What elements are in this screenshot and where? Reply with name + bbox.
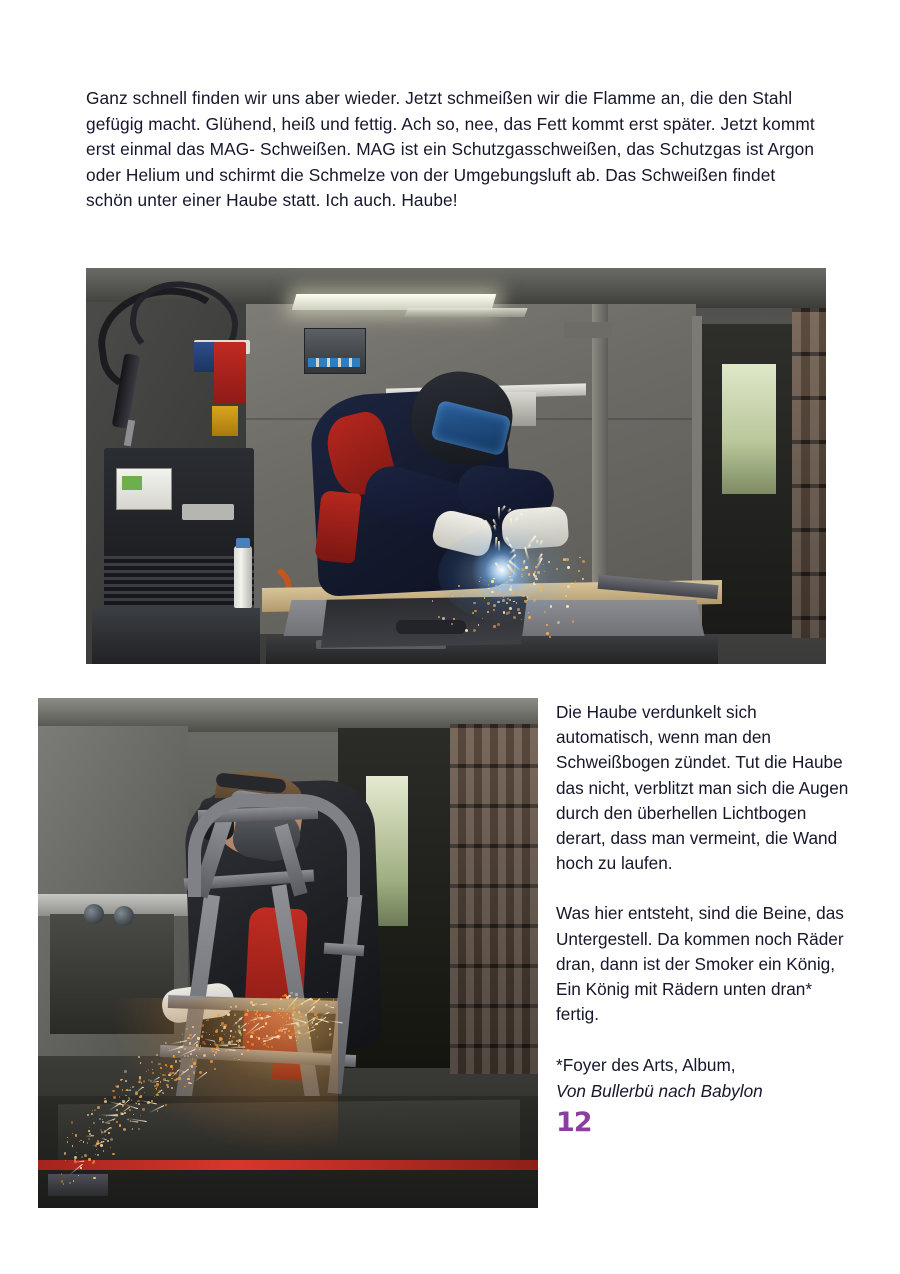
spark — [251, 1043, 253, 1045]
spark — [438, 616, 440, 618]
spark — [247, 1009, 248, 1010]
yellow-electrical-box — [212, 406, 238, 436]
footnote-line-2: Von Bullerbü nach Babylon — [556, 1080, 763, 1101]
spark — [73, 1180, 75, 1182]
spark — [110, 1138, 113, 1141]
storage-shelving — [450, 724, 538, 1074]
spark — [165, 1064, 167, 1066]
spark — [123, 1128, 126, 1131]
spray-can — [234, 546, 252, 608]
spark — [295, 993, 297, 995]
spark — [93, 1160, 96, 1163]
spark — [493, 609, 495, 611]
spark — [528, 616, 530, 618]
spark — [190, 1053, 192, 1055]
spark — [107, 1140, 109, 1142]
spark — [209, 1034, 210, 1035]
spark — [67, 1141, 69, 1143]
bench-knob-group — [84, 904, 154, 926]
paragraph-spacer — [556, 876, 856, 901]
spark — [132, 1128, 134, 1130]
spark — [139, 1076, 142, 1079]
spark — [207, 1019, 208, 1020]
spark — [493, 625, 496, 628]
spark — [254, 1033, 255, 1034]
spark — [178, 1051, 180, 1053]
spark — [191, 1065, 193, 1067]
spark — [518, 612, 521, 615]
spark — [99, 1118, 101, 1120]
spark — [259, 1014, 261, 1016]
spark — [289, 1036, 292, 1039]
spark — [532, 592, 533, 593]
spark — [573, 584, 575, 586]
spark — [182, 1034, 183, 1035]
spark — [517, 608, 520, 611]
spark — [525, 566, 528, 569]
spark — [140, 1062, 142, 1064]
spark — [297, 1036, 299, 1038]
spark — [92, 1162, 94, 1164]
spark — [202, 1041, 205, 1044]
spark — [253, 1021, 255, 1023]
spark — [74, 1156, 77, 1159]
welder-red-side-stripe — [314, 490, 361, 564]
spark — [224, 1034, 225, 1035]
spark — [317, 1013, 318, 1014]
steel-bracket — [564, 322, 612, 338]
daylight-opening — [722, 364, 776, 494]
spark — [243, 1029, 246, 1032]
spark — [507, 598, 509, 600]
spark — [534, 575, 537, 578]
spark — [80, 1140, 81, 1141]
spark — [560, 585, 563, 588]
spark — [493, 578, 495, 580]
top-paragraph-text: Ganz schnell finden wir uns aber wieder. Jetzt schmeißen wir die Flamme an, die den Stahl gefügig macht. Glühend, heiß und fettig. Ach so, nee, das Fett kommt erst später. Jetzt kommt erst einmal das MAG- Schweißen. MAG ist ein Schutzgasschweißen, das Schutzgas ist Argon oder Helium und schirmt die Schmelze von der Umgebungsluft ab. Das Schweißen findet schön unter einer Haube statt. Ich auch. Haube! — [86, 88, 815, 211]
spark — [67, 1137, 68, 1138]
spark — [572, 620, 574, 622]
spark — [250, 1001, 253, 1004]
spark — [273, 1009, 276, 1012]
spark — [180, 1070, 181, 1071]
spark — [129, 1109, 131, 1111]
spark — [88, 1158, 91, 1161]
wall-control-unit — [304, 328, 366, 374]
spark — [138, 1081, 140, 1083]
spark — [188, 1082, 191, 1085]
spark — [200, 1026, 201, 1027]
spark — [432, 600, 433, 601]
spark — [141, 1082, 142, 1083]
spark — [197, 1045, 199, 1047]
spark — [193, 1071, 195, 1073]
spark — [188, 1075, 190, 1077]
spark — [160, 1073, 161, 1074]
spark — [193, 1062, 195, 1064]
spark — [250, 1035, 253, 1038]
spark — [493, 604, 496, 607]
spark — [113, 1096, 116, 1099]
red-floor-stripe — [38, 1160, 538, 1170]
spark — [119, 1096, 120, 1097]
spark — [473, 629, 476, 632]
spark — [117, 1085, 119, 1087]
spark — [230, 1030, 232, 1032]
spark — [537, 571, 540, 574]
spark — [565, 595, 567, 597]
spark — [509, 607, 512, 610]
spark — [156, 1083, 158, 1085]
spark — [280, 998, 281, 999]
spark — [545, 588, 546, 589]
spark — [513, 601, 514, 602]
spark — [506, 602, 508, 604]
spark — [281, 1030, 282, 1031]
spark — [540, 585, 543, 588]
spark — [142, 1108, 144, 1110]
spark — [546, 632, 549, 635]
spark — [167, 1084, 169, 1086]
spark — [309, 1037, 311, 1039]
spark — [255, 1013, 257, 1015]
spark — [533, 582, 536, 585]
spark — [487, 602, 490, 605]
spark — [521, 568, 524, 571]
spark — [138, 1128, 140, 1130]
spark — [247, 1010, 249, 1012]
spark — [169, 1072, 172, 1075]
spark — [95, 1154, 96, 1155]
spark — [256, 1010, 259, 1013]
spark — [81, 1156, 83, 1158]
fluorescent-lamp-secondary — [404, 308, 527, 317]
spark — [442, 617, 445, 620]
spark — [265, 1022, 268, 1025]
welder-mag-welding-photo — [86, 268, 826, 664]
spark — [501, 587, 502, 588]
spark — [87, 1114, 90, 1117]
spark — [286, 1013, 288, 1015]
spark — [148, 1079, 150, 1081]
spark — [491, 591, 494, 594]
spark — [116, 1121, 118, 1123]
spark — [255, 1003, 257, 1005]
spark — [575, 581, 576, 582]
spark — [61, 1180, 64, 1183]
steel-frame-curved-bar — [188, 794, 360, 897]
footnote-line-1: *Foyer des Arts, Album, — [556, 1055, 736, 1076]
spark — [247, 1041, 249, 1043]
top-paragraph — [86, 86, 826, 214]
spark — [305, 1024, 307, 1026]
spark — [110, 1147, 111, 1148]
spark — [278, 1038, 280, 1040]
red-electrical-box — [214, 342, 246, 404]
spark — [87, 1142, 88, 1143]
right-paragraph-1: Die Haube verdunkelt sich automatisch, wenn man den Schweißbogen zündet. Tut die Haube das nicht, verblitzt man sich die Augen durch den überhellen Lichtbogen derart, dass man vermeint, die Wand hoch zu laufen. — [556, 702, 849, 874]
spark — [482, 618, 483, 619]
spark — [503, 611, 506, 614]
spark — [71, 1121, 73, 1123]
spark — [187, 1078, 190, 1081]
spark — [292, 1014, 294, 1016]
spark — [222, 1017, 223, 1018]
spark — [299, 1016, 302, 1019]
spark — [119, 1124, 121, 1126]
bench-knob — [84, 904, 104, 924]
spark — [132, 1086, 134, 1088]
spark — [578, 570, 580, 572]
spark — [192, 1058, 193, 1059]
spark — [298, 1032, 300, 1034]
spark — [112, 1090, 115, 1093]
spark — [557, 621, 560, 624]
spark — [104, 1100, 107, 1103]
welding-machine-logo — [182, 504, 234, 520]
spark — [497, 601, 499, 603]
spark — [232, 1036, 235, 1039]
page-number: 12 — [556, 1106, 592, 1138]
spark — [317, 1036, 319, 1038]
bench-knob — [114, 906, 134, 926]
spark — [314, 1013, 316, 1015]
spark — [568, 585, 569, 586]
spark — [217, 1014, 220, 1017]
control-unit-indicators — [308, 358, 360, 367]
spark — [543, 564, 544, 565]
spark — [160, 1087, 161, 1088]
spark — [333, 999, 334, 1000]
spark — [189, 1065, 191, 1067]
spark — [546, 624, 548, 626]
steel-workpiece-curved — [396, 620, 466, 634]
spark-streak — [497, 507, 499, 520]
spark — [215, 1030, 217, 1032]
spark — [473, 602, 475, 604]
spark — [498, 591, 501, 594]
spark — [192, 1026, 194, 1028]
spark — [158, 1063, 160, 1065]
spark — [227, 1013, 230, 1016]
spark — [286, 996, 289, 999]
floor-plate — [48, 1174, 108, 1196]
spark — [212, 1051, 213, 1052]
spark — [453, 618, 455, 620]
welding-machine-display — [116, 468, 172, 510]
spray-can-cap — [236, 538, 250, 548]
spark — [120, 1079, 122, 1081]
spark — [167, 1086, 169, 1088]
spark — [329, 1034, 331, 1036]
spark — [503, 596, 504, 597]
spark — [506, 581, 508, 583]
spark — [171, 1087, 173, 1089]
spark — [100, 1144, 103, 1147]
spark — [234, 1058, 235, 1059]
spark — [210, 1060, 213, 1063]
spark — [65, 1160, 66, 1161]
spark — [97, 1106, 100, 1109]
right-text-column — [556, 700, 856, 1138]
spark — [566, 558, 569, 561]
grinding-sparks-photo — [38, 698, 538, 1208]
spark — [83, 1141, 85, 1143]
spark — [535, 578, 538, 581]
spark — [244, 1014, 246, 1016]
spark — [199, 1071, 202, 1074]
right-paragraph-2: Was hier entsteht, sind die Beine, das Untergestell. Da kommen noch Räder dran, dann ist der Smoker ein König, Ein König mit Rädern unten dran* fertig. — [556, 903, 844, 1025]
spark — [79, 1141, 81, 1143]
spark — [295, 1036, 296, 1037]
spark — [97, 1154, 99, 1156]
spark — [80, 1167, 81, 1168]
spark — [284, 1031, 286, 1033]
spark — [315, 1003, 316, 1004]
spark — [289, 1019, 290, 1020]
spark — [275, 1031, 278, 1034]
spark — [197, 1037, 199, 1039]
spark — [526, 596, 528, 598]
spark — [219, 1037, 221, 1039]
spark — [298, 1006, 300, 1008]
storage-shelving — [792, 308, 826, 638]
spark — [112, 1153, 114, 1155]
spark — [108, 1132, 110, 1134]
spark — [508, 611, 510, 613]
